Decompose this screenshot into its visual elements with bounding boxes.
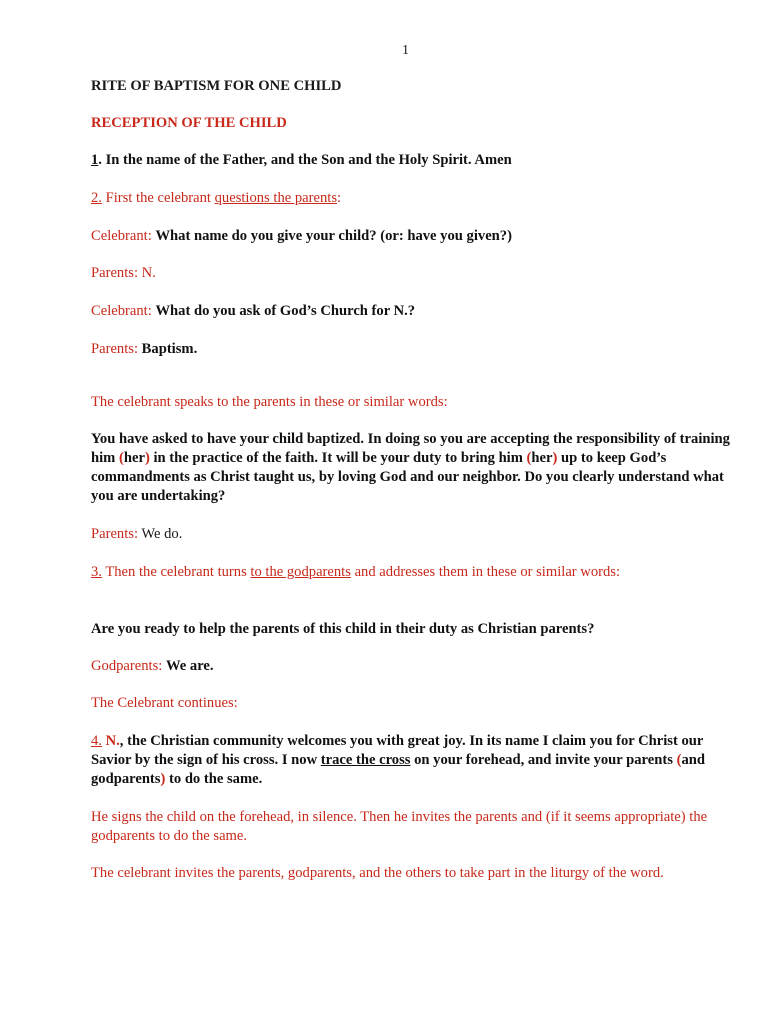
paragraph-number: 1: [91, 152, 99, 168]
address-text: up to keep God’s commandments as Christ taught us, by loving God and our neighbor. Do you clearly understand what you are undertaking?: [91, 450, 724, 504]
paren-open: (: [676, 752, 682, 768]
rubric-text: Then the celebrant turns: [101, 564, 251, 580]
rubric-1: The celebrant speaks to the parents in these or similar words:: [91, 394, 448, 410]
dialogue-line-1: [91, 227, 731, 246]
paren-close: ): [552, 450, 558, 466]
paragraph-text: to do the same.: [165, 771, 263, 787]
rubric-link: to the godparents: [250, 564, 351, 580]
dialogue-line-5: [91, 525, 731, 544]
name-placeholder: N.: [101, 733, 120, 749]
speaker-label: Celebrant:: [91, 303, 156, 319]
rubric-link: questions the parents: [214, 190, 338, 206]
rubric-text: :: [337, 190, 342, 206]
paragraph-1: [91, 151, 731, 170]
address-text: her: [123, 450, 145, 466]
paragraph-2: [91, 189, 731, 208]
question-godparents: Are you ready to help the parents of this child in their duty as Christian parents?: [91, 621, 595, 637]
paren-close: ): [144, 450, 150, 466]
dialogue-line-2: [91, 264, 731, 283]
paren-open: (: [526, 450, 532, 466]
speaker-label: Parents:: [91, 341, 142, 357]
paren-open: (: [118, 450, 124, 466]
document-title: RITE OF BAPTISM FOR ONE CHILD: [91, 78, 342, 94]
rubric-text: and addresses them in these or similar words:: [350, 564, 621, 580]
celebrant-address: [91, 430, 731, 506]
rubric-text: First the celebrant: [101, 190, 215, 206]
paren-open: (: [380, 228, 386, 244]
address-text: in the practice of the faith. It will be your duty to bring him: [149, 450, 527, 466]
rubric-4: The celebrant invites the parents, godparents, and the others to take part in the liturgy of the word.: [91, 865, 664, 881]
underlined-text: trace the cross: [320, 752, 411, 768]
paragraph-number: 3.: [91, 564, 102, 580]
spoken-text: We do.: [141, 526, 183, 542]
spoken-text: We are.: [165, 658, 214, 674]
paragraph-number: 2.: [91, 190, 102, 206]
name-placeholder: N.?: [393, 303, 416, 319]
paragraph-3: [91, 563, 731, 582]
page-number: 1: [402, 43, 409, 58]
rubric-2: The Celebrant continues:: [91, 695, 238, 711]
paragraph-text: and godparents: [91, 752, 705, 787]
spoken-text: What do you ask of God’s Church for: [155, 303, 394, 319]
spoken-text: What name do you give your child?: [155, 228, 381, 244]
rubric-3: He signs the child on the forehead, in silence. Then he invites the parents and (if it seems appropriate) the godparents to do the same.: [91, 809, 708, 844]
address-text: her: [531, 450, 553, 466]
speaker-label: Celebrant:: [91, 228, 156, 244]
spoken-text: Baptism.: [141, 341, 198, 357]
dialogue-line-6: [91, 657, 731, 676]
dialogue-line-4: [91, 340, 731, 359]
spoken-text-alt: or: have you given?: [385, 228, 508, 244]
paren-close: ): [160, 771, 166, 787]
section-heading: RECEPTION OF THE CHILD: [91, 115, 287, 131]
dialogue-line-3: [91, 302, 731, 321]
paren-close: ): [507, 228, 512, 244]
speaker-label: Parents: N.: [91, 265, 156, 281]
paragraph-4: [91, 732, 731, 789]
paragraph-text: . In the name of the Father, and the Son and the Holy Spirit. Amen: [98, 152, 512, 168]
paragraph-number: 4.: [91, 733, 102, 749]
paragraph-text: , the Christian community welcomes you with great joy. In its name I claim you for Christ our Savior by the sign of his cross. I now: [91, 733, 704, 768]
speaker-label: Godparents:: [91, 658, 166, 674]
address-text: You have asked to have your child baptized. In doing so you are accepting the responsibility of training him: [91, 431, 730, 466]
paragraph-text: on your forehead, and invite your parents: [410, 752, 677, 768]
speaker-label: Parents:: [91, 526, 142, 542]
